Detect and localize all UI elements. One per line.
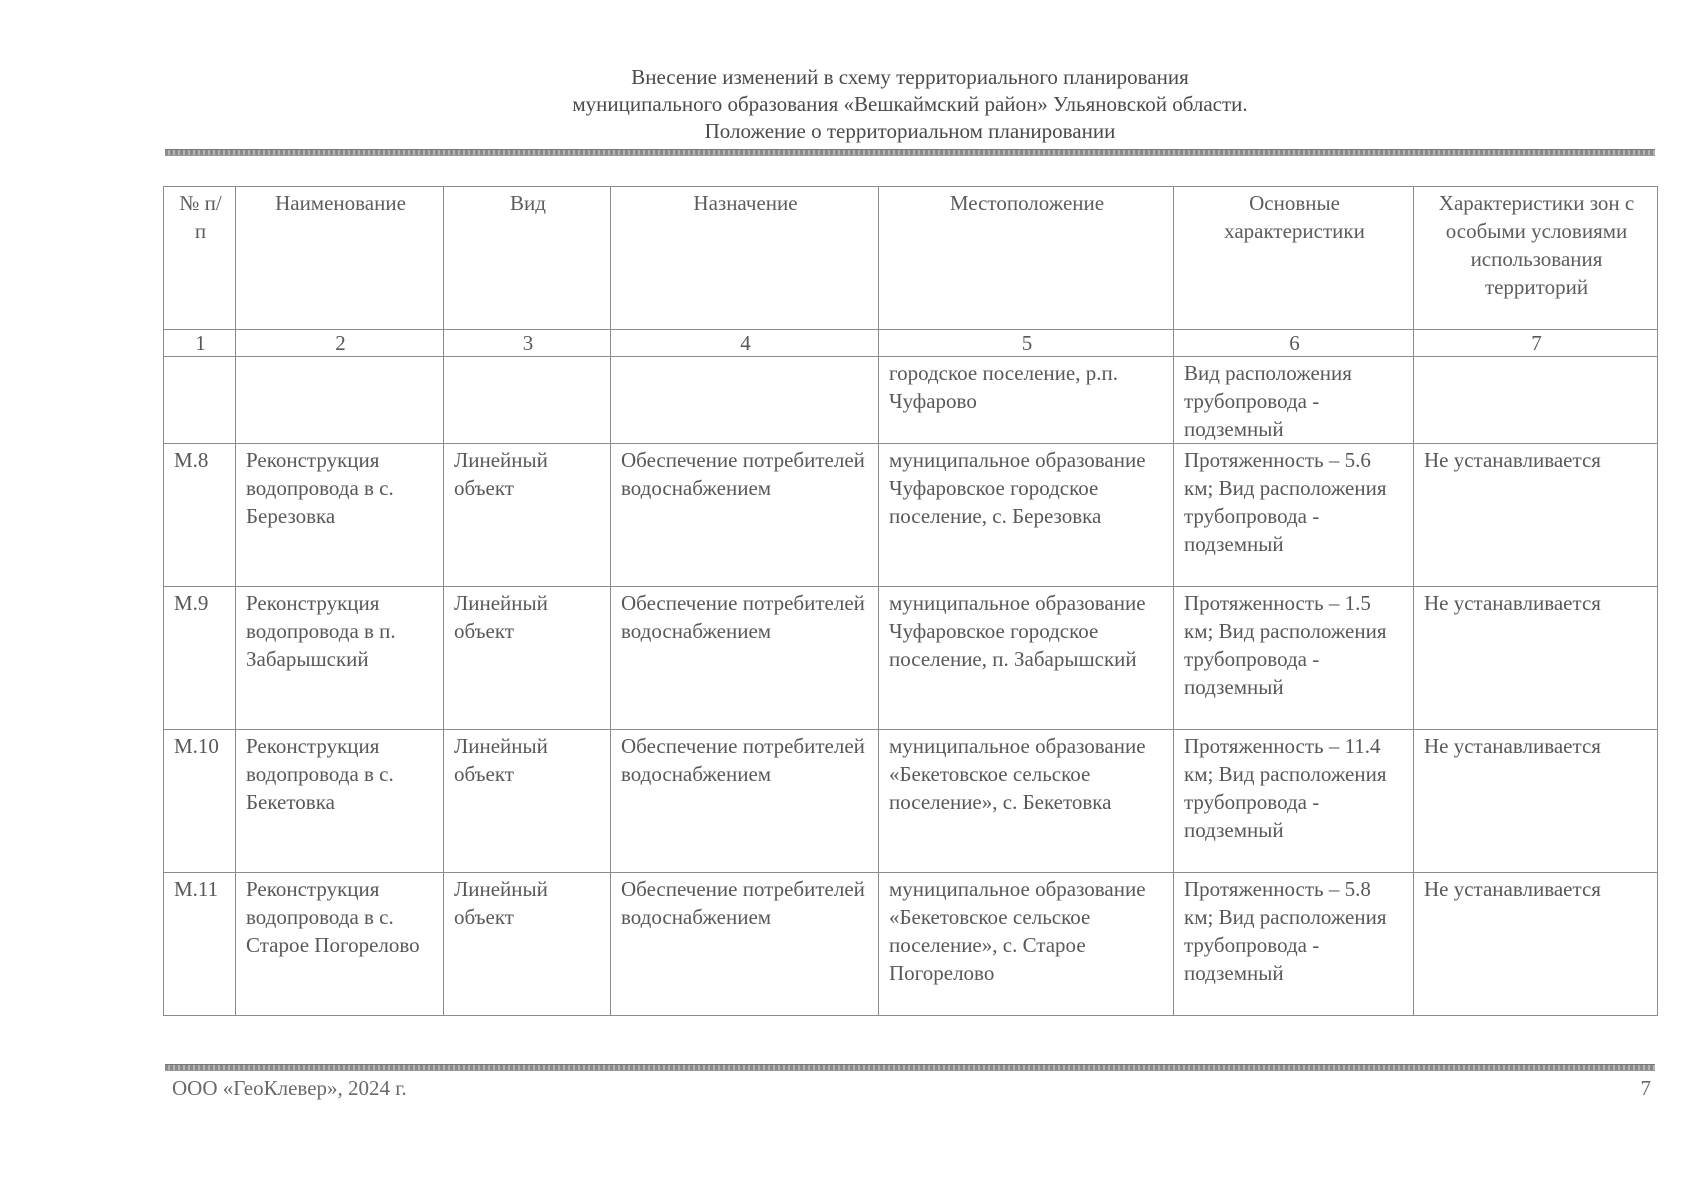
footer-divider	[165, 1064, 1655, 1071]
cell-name: Реконструкция водопровода в п. Забарышский	[236, 587, 444, 730]
cell-characteristics: Протяженность – 11.4 км; Вид расположения трубопровода - подземный	[1174, 730, 1414, 873]
cell-characteristics: Протяженность – 5.6 км; Вид расположения трубопровода - подземный	[1174, 444, 1414, 587]
table-row-continuation	[164, 357, 1658, 444]
table-row	[164, 587, 1658, 730]
cell-location: муниципальное образование Чуфаровское городское поселение, п. Забарышский	[879, 587, 1174, 730]
cell-type: Линейный объект	[444, 587, 611, 730]
cell-name: Реконструкция водопровода в с. Бекетовка	[236, 730, 444, 873]
cell-zones: Не устанавливается	[1414, 587, 1658, 730]
cell-type: Линейный объект	[444, 873, 611, 1016]
col-number: 4	[611, 330, 879, 357]
objects-table	[163, 186, 1658, 1016]
table-cell	[611, 357, 879, 444]
col-header-purpose: Назначение	[611, 187, 879, 330]
cell-location: муниципальное образование «Бекетовское сельское поселение», с. Старое Погорелово	[879, 873, 1174, 1016]
col-number: 1	[164, 330, 236, 357]
table-cell	[164, 357, 236, 444]
cell-location: муниципальное образование Чуфаровское городское поселение, с. Березовка	[879, 444, 1174, 587]
footer-company: ООО «ГеоКлевер», 2024 г.	[172, 1076, 407, 1100]
col-number: 2	[236, 330, 444, 357]
cell-number: М.11	[164, 873, 236, 1016]
cell-location: городское поселение, р.п. Чуфарово	[879, 357, 1174, 444]
col-number: 5	[879, 330, 1174, 357]
cell-zones: Не устанавливается	[1414, 873, 1658, 1016]
col-header-name: Наименование	[236, 187, 444, 330]
cell-characteristics: Вид расположения трубопровода - подземный	[1174, 357, 1414, 444]
table-cell	[444, 357, 611, 444]
column-number-row	[164, 330, 1658, 357]
table-cell	[1414, 357, 1658, 444]
cell-zones: Не устанавливается	[1414, 730, 1658, 873]
cell-purpose: Обеспечение потребителей водоснабжением	[611, 730, 879, 873]
header-line-1: Внесение изменений в схему территориального планирования	[631, 65, 1189, 89]
document-header	[160, 64, 1660, 145]
col-number: 3	[444, 330, 611, 357]
table-row	[164, 444, 1658, 587]
cell-characteristics: Протяженность – 5.8 км; Вид расположения трубопровода - подземный	[1174, 873, 1414, 1016]
col-header-characteristics: Основные характеристики	[1174, 187, 1414, 330]
table-row	[164, 730, 1658, 873]
table-header-row	[164, 187, 1658, 330]
page-number: 7	[1640, 1076, 1651, 1100]
table-cell	[236, 357, 444, 444]
col-header-location: Местоположение	[879, 187, 1174, 330]
col-number: 7	[1414, 330, 1658, 357]
cell-number: М.9	[164, 587, 236, 730]
table-row	[164, 873, 1658, 1016]
cell-name: Реконструкция водопровода в с. Старое Погорелово	[236, 873, 444, 1016]
col-number: 6	[1174, 330, 1414, 357]
cell-type: Линейный объект	[444, 730, 611, 873]
cell-characteristics: Протяженность – 1.5 км; Вид расположения трубопровода - подземный	[1174, 587, 1414, 730]
col-header-zones: Характеристики зон с особыми условиями использования территорий	[1414, 187, 1658, 330]
cell-name: Реконструкция водопровода в с. Березовка	[236, 444, 444, 587]
header-line-2: муниципального образования «Вешкаймский район» Ульяновской области.	[572, 92, 1248, 116]
cell-number: М.10	[164, 730, 236, 873]
cell-location: муниципальное образование «Бекетовское сельское поселение», с. Бекетовка	[879, 730, 1174, 873]
header-divider	[165, 149, 1655, 156]
col-header-number: № п/п	[164, 187, 236, 330]
cell-type: Линейный объект	[444, 444, 611, 587]
col-header-type: Вид	[444, 187, 611, 330]
cell-number: М.8	[164, 444, 236, 587]
cell-purpose: Обеспечение потребителей водоснабжением	[611, 444, 879, 587]
cell-zones: Не устанавливается	[1414, 444, 1658, 587]
cell-purpose: Обеспечение потребителей водоснабжением	[611, 587, 879, 730]
cell-purpose: Обеспечение потребителей водоснабжением	[611, 873, 879, 1016]
header-line-3: Положение о территориальном планировании	[704, 119, 1116, 143]
